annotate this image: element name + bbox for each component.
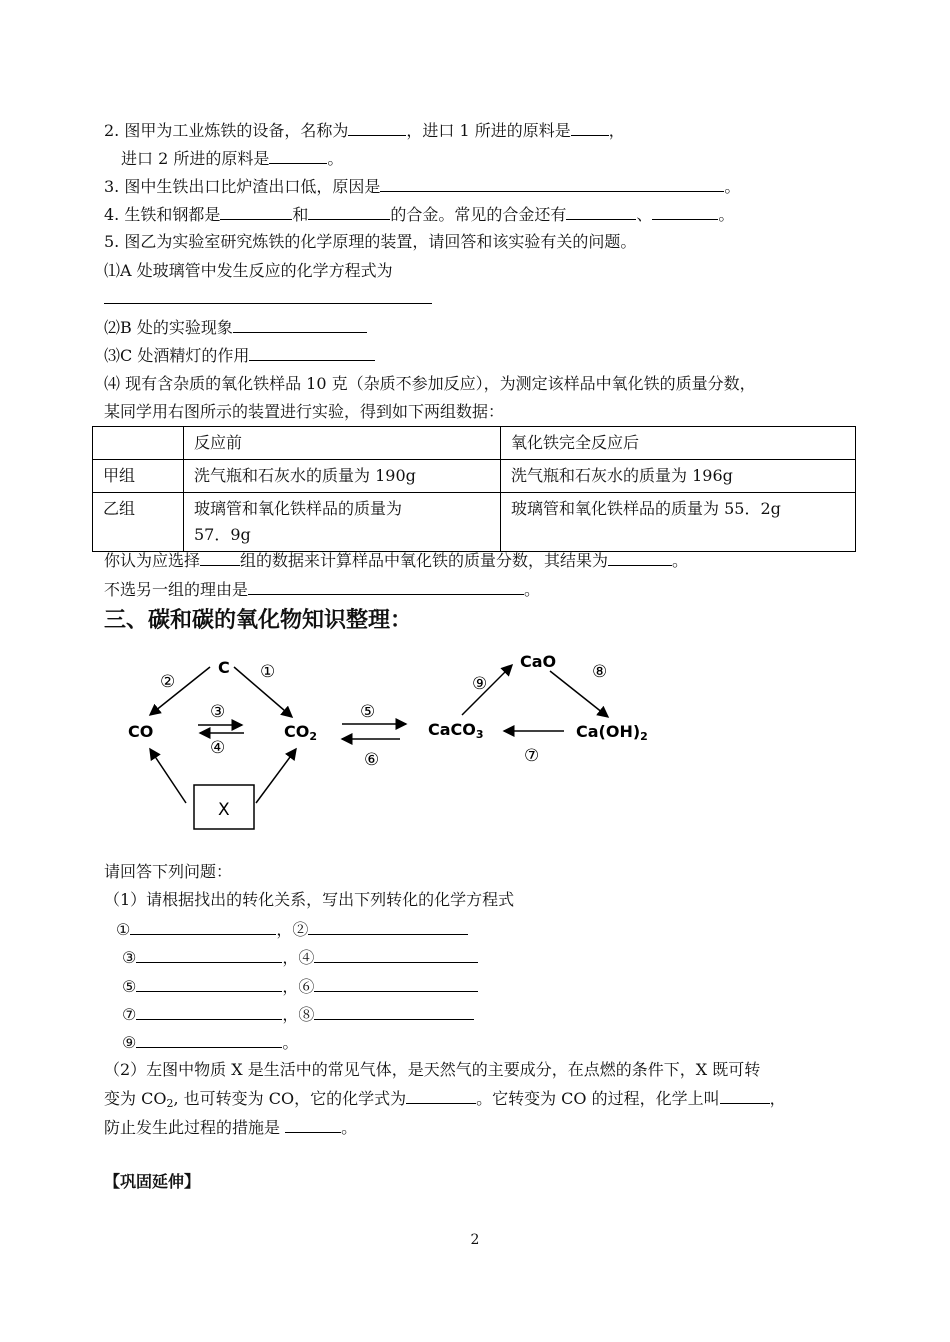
label-x: X <box>218 800 230 820</box>
q2-text-line3: 防止发生此过程的措施是 。 <box>104 1118 358 1137</box>
num-6: ⑥ <box>364 750 380 770</box>
num-9: ⑨ <box>472 674 488 694</box>
arrow-c-to-co <box>150 667 210 715</box>
table-cell: 玻璃管和氧化铁样品的质量为 57．9g <box>184 493 501 552</box>
q2-line2: 进口 2 所进的原料是 。 <box>121 149 344 168</box>
questions-intro: 请回答下列问题： <box>104 862 233 881</box>
page-number: 2 <box>470 1232 480 1248</box>
blank[interactable] <box>104 288 432 304</box>
label-caoh2: Ca(OH)2 <box>576 722 648 743</box>
table-cell: 氧化铁完全反应后 <box>501 427 856 460</box>
num-5: ⑤ <box>360 702 376 722</box>
q5-intro: 5. 图乙为实验室研究炼铁的化学原理的装置，请回答和该实验有关的问题。 <box>104 232 637 251</box>
label-cao: CaO <box>520 652 557 671</box>
blank[interactable] <box>248 579 524 595</box>
questions-q1: （1）请根据找出的转化关系，写出下列转化的化学方程式 <box>104 890 515 909</box>
table-cell: 洗气瓶和石灰水的质量为 190g <box>184 460 501 493</box>
num-3: ③ <box>210 702 226 722</box>
blank[interactable] <box>233 317 367 333</box>
blank[interactable] <box>136 947 282 963</box>
num-2: ② <box>160 672 176 692</box>
blank[interactable] <box>652 204 718 220</box>
blank[interactable] <box>406 1088 476 1104</box>
blank[interactable] <box>220 204 292 220</box>
num-7: ⑦ <box>524 746 540 766</box>
q5-p1-answer-line <box>104 288 432 309</box>
arrow-x-to-co2 <box>256 749 296 803</box>
equation-row: ① ，② <box>116 919 468 940</box>
blank[interactable] <box>720 1088 770 1104</box>
blank[interactable] <box>308 919 468 935</box>
equation-row: ⑨ 。 <box>122 1033 299 1052</box>
blank[interactable] <box>285 1117 341 1133</box>
blank[interactable] <box>380 176 724 192</box>
q2-text-line2: 变为 $CO_2$, 也可转变为 CO，它的化学式为 。它转变为 CO 的过程，化学上叫 ， <box>104 1089 786 1110</box>
reason-line: 不选另一组的理由是 。 <box>104 580 541 599</box>
label-co: CO <box>128 722 154 741</box>
table-cell <box>93 427 184 460</box>
section-title: 三、碳和碳的氧化物知识整理： <box>104 608 413 633</box>
num-1: ① <box>260 662 276 682</box>
q5-p3: ⑶C 处酒精灯的作用 <box>104 345 375 366</box>
carbon-diagram <box>110 645 670 835</box>
q2-text-line1: （2）左图中物质 X 是生活中的常见气体，是天然气的主要成分，在点燃的条件下，X 既可转 <box>104 1060 761 1079</box>
blank[interactable] <box>136 976 282 992</box>
blank[interactable] <box>608 550 672 566</box>
table-cell: 乙组 <box>93 493 184 552</box>
blank[interactable] <box>136 1032 282 1048</box>
blank[interactable] <box>308 204 390 220</box>
blank[interactable] <box>130 919 276 935</box>
blank[interactable] <box>200 550 240 566</box>
choice-line: 你认为应选择 组的数据来计算样品中氧化铁的质量分数，其结果为 。 <box>104 551 689 570</box>
data-table <box>92 426 856 552</box>
blank[interactable] <box>566 204 636 220</box>
arrow-x-to-co <box>150 749 186 803</box>
q5-p2: ⑵B 处的实验现象 <box>104 317 367 338</box>
blank[interactable] <box>314 947 478 963</box>
q4-line: 4. 生铁和钢都是 和 的合金。常见的合金还有 、 。 <box>104 205 735 224</box>
table-row <box>93 427 856 460</box>
table-cell: 甲组 <box>93 460 184 493</box>
q5-p1: ⑴A 处玻璃管中发生反应的化学方程式为 <box>104 261 393 280</box>
q2-line1: 2. 图甲为工业炼铁的设备，名称为 ，进口 1 所进的原料是 ， <box>104 121 625 140</box>
num-8: ⑧ <box>592 662 608 682</box>
q5-p4b: 某同学用右图所示的装置进行实验，得到如下两组数据： <box>104 402 505 421</box>
blank[interactable] <box>314 976 478 992</box>
blank[interactable] <box>314 1004 474 1020</box>
table-cell: 反应前 <box>184 427 501 460</box>
equation-row: ⑦ ，⑧ <box>122 1004 474 1025</box>
table-cell: 玻璃管和氧化铁样品的质量为 55．2g <box>501 493 856 552</box>
blank[interactable] <box>136 1004 282 1020</box>
table-row <box>93 460 856 493</box>
arrow-caco3-to-cao <box>462 665 512 715</box>
label-c: C <box>218 658 230 677</box>
q5-p4a: ⑷ 现有含杂质的氧化铁样品 10 克（杂质不参加反应），为测定该样品中氧化铁的质量分数， <box>104 374 756 393</box>
extension-heading: 【巩固延伸】 <box>104 1172 201 1191</box>
blank[interactable] <box>249 345 375 361</box>
blank[interactable] <box>348 120 406 136</box>
table-row <box>93 493 856 552</box>
q3-line: 3. 图中生铁出口比炉渣出口低，原因是 。 <box>104 177 741 196</box>
blank[interactable] <box>269 148 327 164</box>
label-caco3: CaCO3 <box>428 720 484 741</box>
equation-row: ③ ，④ <box>122 947 478 968</box>
label-co2: CO2 <box>284 722 317 743</box>
blank[interactable] <box>571 120 609 136</box>
table-cell: 洗气瓶和石灰水的质量为 196g <box>501 460 856 493</box>
equation-row: ⑤ ，⑥ <box>122 976 478 997</box>
num-4: ④ <box>210 738 226 758</box>
